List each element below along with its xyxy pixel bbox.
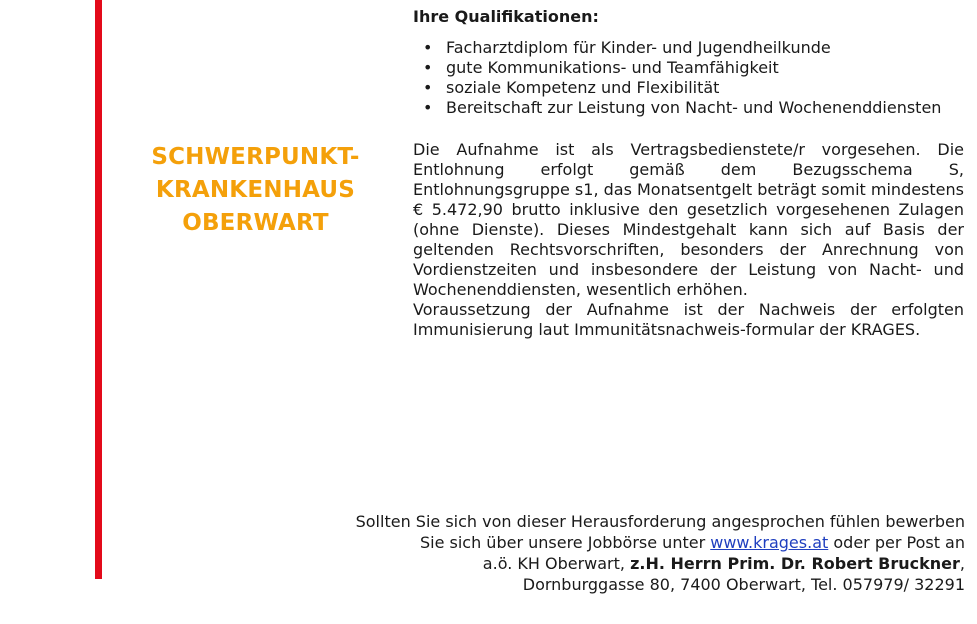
list-item (413, 38, 964, 58)
hospital-address: Dornburggasse 80, 7400 Oberwart, Tel. 057979/ 32291 (522, 575, 965, 594)
krages-website-link[interactable]: www.krages.at (710, 533, 829, 552)
hospital-name-line-2: KRANKENHAUS (155, 177, 356, 203)
qualifications-heading: Ihre Qualifikationen: (413, 7, 599, 26)
application-line-1: Sollten Sie sich von dieser Herausforderung angesprochen fühlen bewerben (355, 512, 965, 531)
list-item (413, 58, 964, 78)
hospital-name-line-1: SCHWERPUNKT- (151, 144, 360, 170)
list-item-text: Bereitschaft zur Leistung von Nacht- und Wochenenddiensten (446, 98, 942, 117)
list-item-text: Facharztdiplom für Kinder- und Jugendheilkunde (446, 38, 831, 57)
list-item (413, 98, 964, 118)
immunization-requirement-paragraph: Voraussetzung der Aufnahme ist der Nachweis der erfolgten Immunisierung laut Immunitätsnachweis-formular der KRAGES. (413, 300, 964, 339)
bullet-icon: • (423, 98, 433, 117)
list-item-text: soziale Kompetenz und Flexibilität (446, 78, 720, 97)
bullet-icon: • (423, 58, 433, 77)
application-line-2-start: Sie sich über unsere Jobbörse unter (419, 533, 711, 552)
hospital-name (108, 141, 403, 240)
hospital-name-line-3: OBERWART (182, 210, 329, 236)
qualifications-list (413, 38, 964, 118)
employment-terms-paragraph: Die Aufnahme ist als Vertragsbedienstete/r vorgesehen. Die Entlohnung erfolgt gemäß dem Bezugsschema S, Entlohnungsgruppe s1, das Monatsentgelt beträgt somit mindestens € 5.472,90 brutto inklusive den gesetzlich vorgesehenen Zulagen (ohne Dienste). Dieses Mindestgehalt kann sich auf Basis der geltenden Rechtsvorschriften, besonders der Anrechnung von Vordienstzeiten und insbesondere der Leistung von Nacht- und Wochenenddiensten, wesentlich erhöhen. (413, 140, 964, 299)
contact-person: z.H. Herrn Prim. Dr. Robert Bruckner (630, 554, 960, 573)
application-line-2-end: oder per Post an (828, 533, 965, 552)
accent-bar (95, 0, 102, 579)
application-line-3 (145, 553, 965, 574)
bullet-icon: • (423, 38, 433, 57)
list-item (413, 78, 964, 98)
list-item-text: gute Kommunikations- und Teamfähigkeit (446, 58, 779, 77)
application-info (145, 511, 965, 595)
hospital-address-name: a.ö. KH Oberwart, (482, 554, 631, 573)
job-details (413, 6, 964, 340)
application-line-2 (145, 532, 965, 553)
contact-person-suffix: , (959, 554, 965, 573)
bullet-icon: • (423, 78, 433, 97)
